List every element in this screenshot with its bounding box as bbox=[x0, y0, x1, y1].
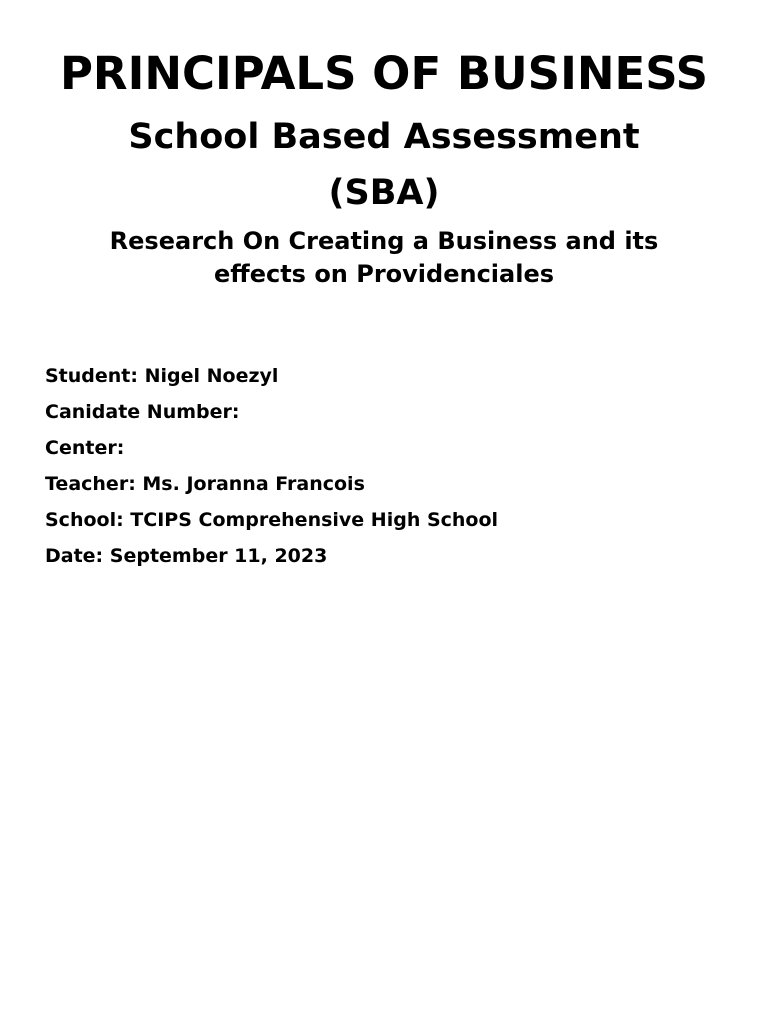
student-details bbox=[45, 358, 725, 574]
submission-date: Date: September 11, 2023 bbox=[45, 545, 328, 567]
student-name: Student: Nigel Noezyl bbox=[45, 365, 279, 387]
school-name: School: TCIPS Comprehensive High School bbox=[45, 509, 499, 531]
document-subtitle: School Based Assessment bbox=[128, 117, 640, 157]
document-abbreviation: (SBA) bbox=[328, 173, 440, 213]
document-title: PRINCIPALS OF BUSINESS bbox=[59, 47, 709, 100]
candidate-number: Canidate Number: bbox=[45, 401, 240, 423]
research-topic: Research On Creating a Business and its effects on Providenciales bbox=[109, 227, 659, 288]
center: Center: bbox=[45, 437, 125, 459]
teacher-name: Teacher: Ms. Joranna Francois bbox=[45, 473, 365, 495]
